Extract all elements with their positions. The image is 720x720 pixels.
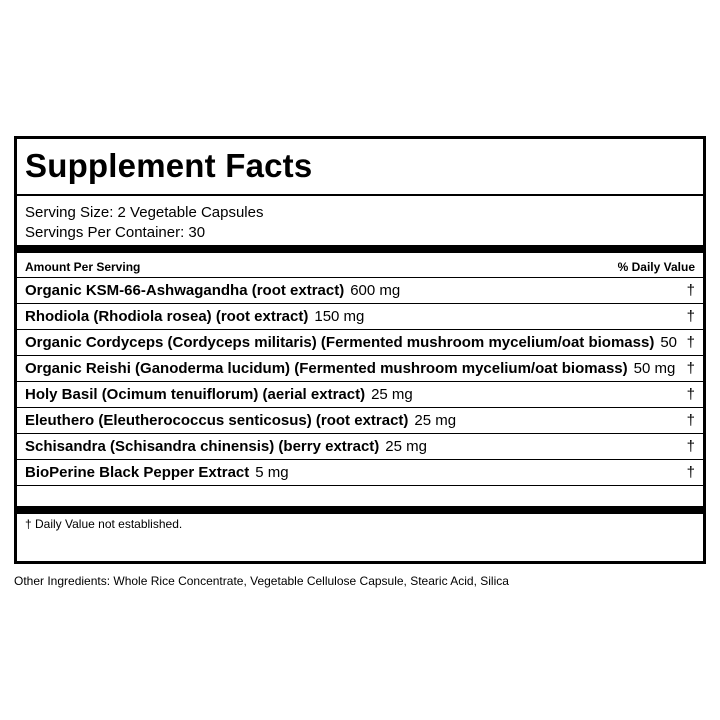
panel-title: Supplement Facts xyxy=(25,147,313,184)
ingredient-name: Holy Basil (Ocimum tenuiflorum) (aerial extract) xyxy=(25,386,366,403)
ingredient-text xyxy=(25,282,400,299)
ingredient-amount: 50 mg xyxy=(633,360,676,377)
ingredient-row xyxy=(17,408,703,434)
ingredient-daily-value: † xyxy=(686,412,695,429)
ingredient-text xyxy=(25,308,364,325)
ingredient-daily-value: † xyxy=(686,334,695,351)
ingredient-amount: 25 mg xyxy=(371,386,413,403)
ingredient-amount: 150 mg xyxy=(314,308,365,325)
header-daily-value: % Daily Value xyxy=(617,260,695,274)
ingredient-name: Schisandra (Schisandra chinensis) (berry extract) xyxy=(25,438,380,455)
ingredient-amount: 25 mg xyxy=(414,412,457,429)
other-ingredients: Other Ingredients: Whole Rice Concentrate, Vegetable Cellulose Capsule, Stearic Acid, Silica xyxy=(14,574,509,588)
ingredient-text xyxy=(25,386,413,403)
ingredient-daily-value: † xyxy=(686,282,695,299)
thick-divider-bottom xyxy=(17,506,703,514)
ingredient-text xyxy=(25,360,675,377)
ingredient-amount: 50 xyxy=(660,334,678,351)
ingredient-name: Organic Cordyceps (Cordyceps militaris) (Fermented mushroom mycelium/oat biomass) xyxy=(25,334,655,351)
footnote: † Daily Value not established. xyxy=(25,517,183,531)
ingredient-daily-value: † xyxy=(686,464,695,481)
ingredient-daily-value: † xyxy=(686,438,695,455)
ingredient-row xyxy=(17,278,703,304)
ingredient-text xyxy=(25,412,456,429)
ingredient-text xyxy=(25,438,427,455)
ingredient-row xyxy=(17,304,703,330)
servings-per-container: Servings Per Container: 30 xyxy=(25,224,206,241)
header-amount: Amount Per Serving xyxy=(25,260,141,274)
serving-info xyxy=(25,203,263,243)
supplement-facts-panel xyxy=(14,136,706,564)
column-header-row xyxy=(25,258,695,276)
ingredient-amount: 5 mg xyxy=(255,464,289,481)
ingredient-daily-value: † xyxy=(686,386,695,403)
ingredient-name: Eleuthero (Eleutherococcus senticosus) (root extract) xyxy=(25,412,409,429)
ingredient-row xyxy=(17,382,703,408)
ingredient-text xyxy=(25,334,677,351)
serving-size: Serving Size: 2 Vegetable Capsules xyxy=(25,204,264,221)
title-divider xyxy=(17,194,703,196)
ingredient-daily-value: † xyxy=(686,360,695,377)
ingredient-name: Organic Reishi (Ganoderma lucidum) (Fermented mushroom mycelium/oat biomass) xyxy=(25,360,628,377)
ingredient-row xyxy=(17,460,703,486)
ingredient-daily-value: † xyxy=(686,308,695,325)
ingredient-name: BioPerine Black Pepper Extract xyxy=(25,464,250,481)
ingredient-amount: 600 mg xyxy=(350,282,401,299)
ingredient-list xyxy=(17,278,703,486)
ingredient-row xyxy=(17,434,703,460)
ingredient-row xyxy=(17,330,703,356)
thick-divider-top xyxy=(17,245,703,253)
ingredient-row xyxy=(17,356,703,382)
ingredient-name: Rhodiola (Rhodiola rosea) (root extract) xyxy=(25,308,309,325)
ingredient-name: Organic KSM-66-Ashwagandha (root extract) xyxy=(25,282,345,299)
ingredient-text xyxy=(25,464,289,481)
ingredient-amount: 25 mg xyxy=(385,438,427,455)
